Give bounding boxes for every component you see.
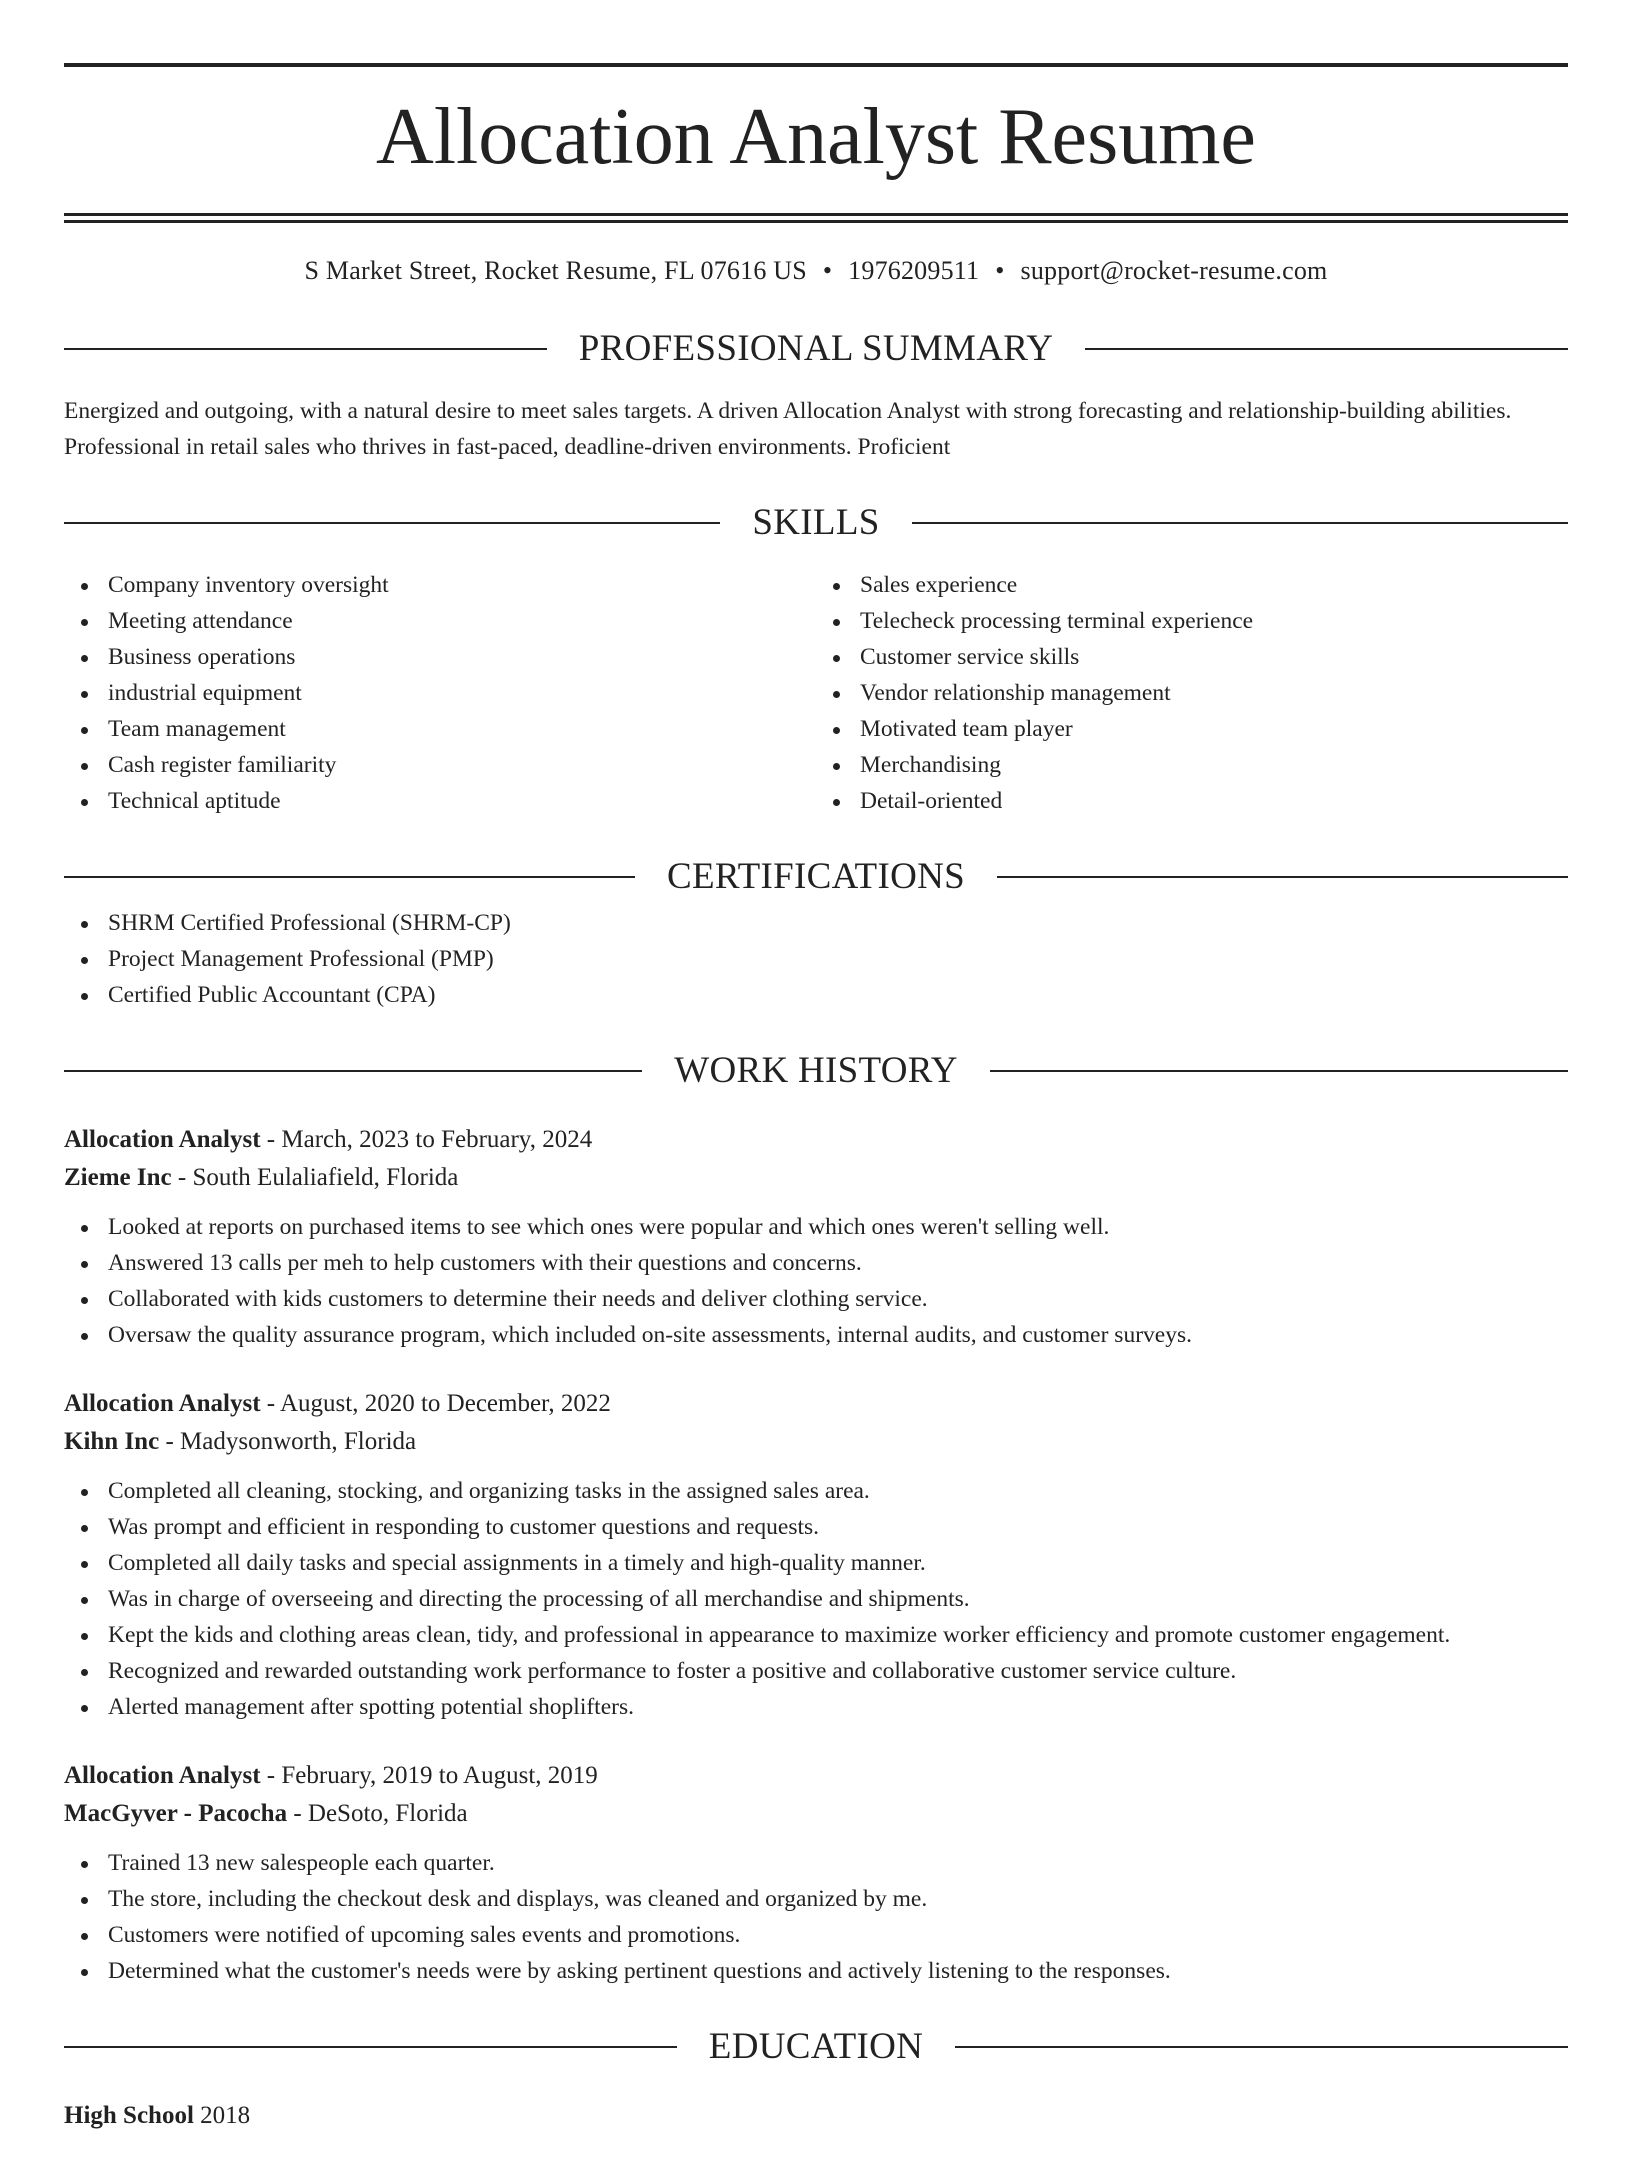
certifications-list <box>64 905 1568 1013</box>
job-duties <box>64 1209 1568 1353</box>
job-duty-item: Oversaw the quality assurance program, which included on-site assessments, internal audits, and customer surveys. <box>64 1317 1568 1353</box>
heading-rule <box>64 348 547 350</box>
heading-rule <box>64 1070 642 1072</box>
skill-item: Detail-oriented <box>816 783 1568 819</box>
resume-title: Allocation Analyst Resume <box>376 93 1256 181</box>
job-title: Allocation Analyst <box>64 1126 261 1153</box>
section-heading-summary <box>64 321 1568 377</box>
job-location: - DeSoto, Florida <box>287 1800 468 1827</box>
heading-rule <box>1085 348 1568 350</box>
section-title: WORK HISTORY <box>674 1050 958 1091</box>
skill-item: Company inventory oversight <box>64 567 816 603</box>
skills-column-left <box>64 567 816 819</box>
job-duty-item: Completed all daily tasks and special assignments in a timely and high-quality manner. <box>64 1545 1568 1581</box>
skill-item: Sales experience <box>816 567 1568 603</box>
job-duty-item: Was in charge of overseeing and directing the processing of all merchandise and shipments. <box>64 1581 1568 1617</box>
skill-item: Team management <box>64 711 816 747</box>
job-duty-item: The store, including the checkout desk and displays, was cleaned and organized by me. <box>64 1881 1568 1917</box>
job-title: Allocation Analyst <box>64 1762 261 1789</box>
education-entry <box>64 2097 1568 2135</box>
summary-text: Energized and outgoing, with a natural desire to meet sales targets. A driven Allocation Analyst with strong forecasting and relationship-building abilities. Professional in retail sales who thrives in fast-paced, deadline-driven environments. Proficient <box>64 398 1512 460</box>
job-company-line <box>64 1159 1568 1197</box>
job-entry <box>64 1757 1568 1989</box>
certification-item: SHRM Certified Professional (SHRM-CP) <box>64 905 1568 941</box>
certification-item: Project Management Professional (PMP) <box>64 941 1568 977</box>
job-dates: - February, 2019 to August, 2019 <box>260 1762 598 1789</box>
job-duty-item: Recognized and rewarded outstanding work performance to foster a positive and collaborative customer service culture. <box>64 1653 1568 1689</box>
contact-phone[interactable]: 1976209511 <box>848 256 980 285</box>
job-duty-item: Customers were notified of upcoming sales events and promotions. <box>64 1917 1568 1953</box>
job-duty-item: Completed all cleaning, stocking, and organizing tasks in the assigned sales area. <box>64 1473 1568 1509</box>
skill-item: Telecheck processing terminal experience <box>816 603 1568 639</box>
skills-column-right <box>816 567 1568 819</box>
section-title: SKILLS <box>752 502 880 543</box>
section-title: EDUCATION <box>708 2026 924 2067</box>
skill-item: Cash register familiarity <box>64 747 816 783</box>
job-company: MacGyver - Pacocha <box>64 1800 288 1827</box>
skill-item: Motivated team player <box>816 711 1568 747</box>
job-entry <box>64 1121 1568 1353</box>
job-company: Zieme Inc <box>64 1164 172 1191</box>
contact-separator: • <box>822 256 833 285</box>
job-title: Allocation Analyst <box>64 1390 261 1417</box>
job-company: Kihn Inc <box>64 1428 160 1455</box>
job-company-line <box>64 1423 1568 1461</box>
skill-item: Technical aptitude <box>64 783 816 819</box>
job-duty-item: Answered 13 calls per meh to help customers with their questions and concerns. <box>64 1245 1568 1281</box>
skill-item: Merchandising <box>816 747 1568 783</box>
job-location: - Madysonworth, Florida <box>159 1428 417 1455</box>
job-duty-item: Was prompt and efficient in responding to customer questions and requests. <box>64 1509 1568 1545</box>
job-company-line <box>64 1795 1568 1833</box>
job-dates: - August, 2020 to December, 2022 <box>260 1390 611 1417</box>
job-duties <box>64 1845 1568 1989</box>
job-location: - South Eulaliafield, Florida <box>171 1164 459 1191</box>
resume-page <box>0 63 1632 2175</box>
job-entry <box>64 1385 1568 1725</box>
top-rule <box>64 63 1568 67</box>
skills-list <box>64 567 1568 819</box>
skill-item: Business operations <box>64 639 816 675</box>
job-duty-item: Looked at reports on purchased items to see which ones were popular and which ones weren't selling well. <box>64 1209 1568 1245</box>
section-heading-work-history <box>64 1043 1568 1099</box>
job-duty-item: Determined what the customer's needs were by asking pertinent questions and actively listening to the responses. <box>64 1953 1568 1989</box>
job-duty-item: Trained 13 new salespeople each quarter. <box>64 1845 1568 1881</box>
heading-rule <box>955 2046 1568 2048</box>
section-heading-skills <box>64 495 1568 551</box>
section-heading-education <box>64 2019 1568 2075</box>
section-heading-certifications <box>64 849 1568 905</box>
certification-item: Certified Public Accountant (CPA) <box>64 977 1568 1013</box>
job-title-line <box>64 1385 1568 1423</box>
heading-rule <box>912 522 1568 524</box>
contact-address: S Market Street, Rocket Resume, FL 07616 US <box>304 256 807 285</box>
job-duty-item: Kept the kids and clothing areas clean, tidy, and professional in appearance to maximize worker efficiency and promote customer engagement. <box>64 1617 1568 1653</box>
heading-rule <box>990 1070 1568 1072</box>
contact-email[interactable]: support@rocket-resume.com <box>1020 256 1328 285</box>
skill-item: Meeting attendance <box>64 603 816 639</box>
heading-rule <box>64 522 720 524</box>
skill-item: Vendor relationship management <box>816 675 1568 711</box>
job-title-line <box>64 1757 1568 1795</box>
job-duty-item: Collaborated with kids customers to determine their needs and deliver clothing service. <box>64 1281 1568 1317</box>
section-title: PROFESSIONAL SUMMARY <box>578 328 1054 369</box>
job-duties <box>64 1473 1568 1725</box>
title-double-rule <box>64 213 1568 223</box>
heading-rule <box>64 876 635 878</box>
skill-item: Customer service skills <box>816 639 1568 675</box>
section-title: CERTIFICATIONS <box>667 856 965 897</box>
heading-rule <box>64 2046 677 2048</box>
skill-item: industrial equipment <box>64 675 816 711</box>
education-degree: High School <box>64 2102 194 2129</box>
job-title-line <box>64 1121 1568 1159</box>
contact-line <box>64 251 1568 291</box>
heading-rule <box>997 876 1568 878</box>
education-year: 2018 <box>193 2102 251 2129</box>
job-dates: - March, 2023 to February, 2024 <box>260 1126 593 1153</box>
job-duty-item: Alerted management after spotting potential shoplifters. <box>64 1689 1568 1725</box>
contact-separator: • <box>995 256 1005 285</box>
